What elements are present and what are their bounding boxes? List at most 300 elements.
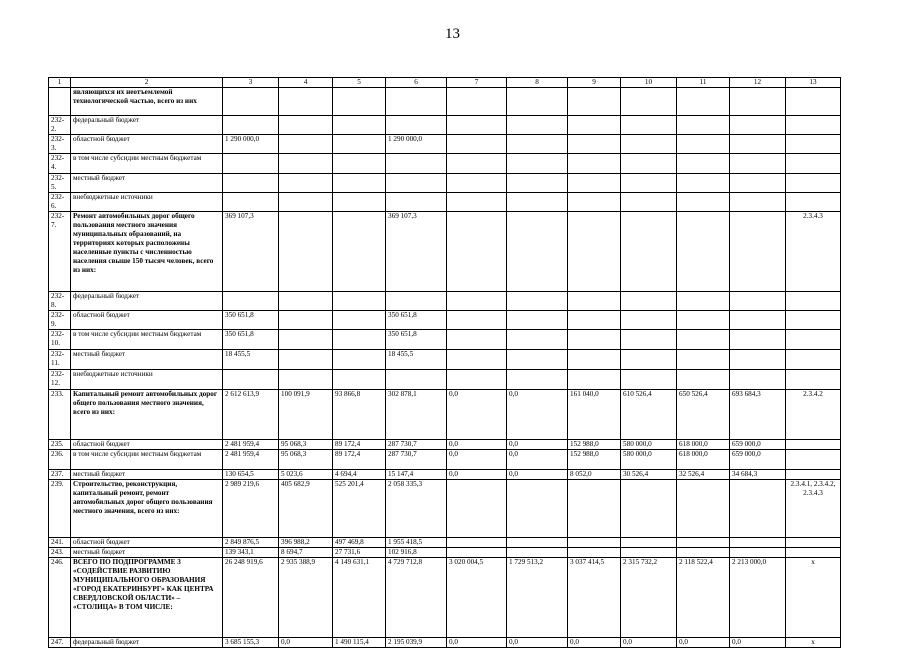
amount-cell: 0,0 [447,450,507,470]
amount-cell [447,311,507,330]
column-header: 1 [49,78,71,88]
row-number: 237. [49,470,71,480]
amount-cell: 26 248 919,6 [223,558,279,638]
target-code [786,330,841,350]
row-number: 246. [49,558,71,638]
amount-cell [386,88,447,116]
row-number: 236. [49,450,71,470]
amount-cell [568,135,621,154]
amount-cell: 95 068,3 [279,440,333,450]
amount-cell: 1 290 000,0 [386,135,447,154]
amount-cell: 100 091,9 [279,390,333,440]
row-label: местный бюджет [71,470,223,480]
table-row [49,638,841,648]
row-number: 232-8. [49,292,71,311]
row-number: 239. [49,480,71,538]
amount-cell: 4 149 631,1 [333,558,386,638]
table-row [49,480,841,538]
amount-cell: 350 651,8 [386,311,447,330]
amount-cell: 693 684,3 [730,390,786,440]
target-code [786,450,841,470]
row-label: федеральный бюджет [71,638,223,648]
amount-cell [621,174,677,193]
table-row [49,390,841,440]
amount-cell [223,193,279,212]
target-code: х [786,558,841,638]
amount-cell [507,154,568,174]
table-row [49,154,841,174]
amount-cell: 0,0 [507,440,568,450]
amount-cell [677,88,730,116]
amount-cell [677,193,730,212]
amount-cell [568,174,621,193]
amount-cell [507,193,568,212]
amount-cell [621,212,677,292]
table-row [49,370,841,390]
target-code [786,292,841,311]
amount-cell [333,88,386,116]
amount-cell [279,330,333,350]
column-header: 3 [223,78,279,88]
row-number: 232-5. [49,174,71,193]
amount-cell [447,116,507,135]
row-number: 247. [49,638,71,648]
amount-cell: 2 118 522,4 [677,558,730,638]
amount-cell: 1 955 418,5 [386,538,447,548]
row-label: областной бюджет [71,440,223,450]
amount-cell [568,311,621,330]
row-number [49,88,71,116]
row-number: 241. [49,538,71,548]
row-label: областной бюджет [71,538,223,548]
amount-cell [507,116,568,135]
amount-cell: 4 729 712,8 [386,558,447,638]
amount-cell [447,350,507,370]
amount-cell [568,154,621,174]
row-number: 232-12. [49,370,71,390]
row-number: 232-3. [49,135,71,154]
amount-cell [447,212,507,292]
amount-cell: 8 694,7 [279,548,333,558]
amount-cell: 0,0 [447,470,507,480]
amount-cell: 618 000,0 [677,450,730,470]
column-header: 13 [786,78,841,88]
amount-cell [621,538,677,548]
row-label: Ремонт автомобильных дорог общего пользования местного значения муниципальных образований, на территориях которых расположены населенные пункты с численностью населения свыше 150 тысяч человек, всего из них: [71,212,223,292]
amount-cell [621,88,677,116]
amount-cell: 650 526,4 [677,390,730,440]
amount-cell [677,116,730,135]
amount-cell: 0,0 [507,390,568,440]
row-number: 233. [49,390,71,440]
amount-cell [730,174,786,193]
amount-cell [333,135,386,154]
amount-cell: 4 694,4 [333,470,386,480]
amount-cell [223,116,279,135]
budget-table [48,77,841,648]
amount-cell [279,193,333,212]
amount-cell: 2 213 000,0 [730,558,786,638]
amount-cell: 0,0 [447,390,507,440]
target-code [786,538,841,548]
column-header: 8 [507,78,568,88]
target-code [786,135,841,154]
amount-cell [568,370,621,390]
row-label: внебюджетные источники [71,370,223,390]
amount-cell: 2 058 335,3 [386,480,447,538]
amount-cell [507,548,568,558]
amount-cell: 396 988,2 [279,538,333,548]
amount-cell [677,292,730,311]
amount-cell [568,193,621,212]
amount-cell: 89 172,4 [333,440,386,450]
amount-cell [507,480,568,538]
table-row [49,470,841,480]
amount-cell [507,292,568,311]
amount-cell: 5 023,6 [279,470,333,480]
table-row [49,292,841,311]
amount-cell: 302 878,1 [386,390,447,440]
row-number: 235. [49,440,71,450]
amount-cell [621,548,677,558]
row-label: местный бюджет [71,174,223,193]
amount-cell [279,154,333,174]
table-row [49,558,841,638]
amount-cell [730,135,786,154]
amount-cell: 350 651,8 [386,330,447,350]
row-number: 232-6. [49,193,71,212]
amount-cell: 0,0 [447,440,507,450]
column-header: 7 [447,78,507,88]
amount-cell [386,193,447,212]
amount-cell [677,311,730,330]
amount-cell [568,480,621,538]
row-label: ВСЕГО ПО ПОДПРОГРАММЕ 3 «СОДЕЙСТВИЕ РАЗВИТИЮ МУНИЦИПАЛЬНОГО ОБРАЗОВАНИЯ «ГОРОД ЕКАТЕРИНБУРГ» КАК ЦЕНТРА СВЕРДЛОВСКОЙ ОБЛАСТИ» – «СТОЛИЦА» В ТОМ ЧИСЛЕ: [71,558,223,638]
amount-cell [621,116,677,135]
amount-cell: 659 000,0 [730,440,786,450]
amount-cell: 1 490 115,4 [333,638,386,648]
amount-cell [333,292,386,311]
amount-cell [568,350,621,370]
amount-cell [507,538,568,548]
amount-cell [621,135,677,154]
amount-cell [568,212,621,292]
amount-cell: 130 654,5 [223,470,279,480]
amount-cell: 0,0 [507,450,568,470]
row-label: в том числе субсидии местным бюджетам [71,330,223,350]
amount-cell [386,154,447,174]
amount-cell [677,154,730,174]
amount-cell [447,193,507,212]
amount-cell [447,292,507,311]
amount-cell [507,88,568,116]
amount-cell: 580 000,0 [621,440,677,450]
amount-cell [730,311,786,330]
target-code: 2.3.4.2 [786,390,841,440]
amount-cell: 8 052,0 [568,470,621,480]
amount-cell: 95 068,3 [279,450,333,470]
amount-cell [223,292,279,311]
amount-cell: 93 866,8 [333,390,386,440]
row-label: в том числе субсидии местным бюджетам [71,450,223,470]
amount-cell [386,292,447,311]
row-number: 232-10. [49,330,71,350]
target-code: х [786,638,841,648]
amount-cell [447,135,507,154]
amount-cell [279,311,333,330]
amount-cell [279,370,333,390]
target-code [786,174,841,193]
amount-cell [333,174,386,193]
amount-cell: 618 000,0 [677,440,730,450]
amount-cell [279,135,333,154]
amount-cell [507,212,568,292]
amount-cell: 2 315 732,2 [621,558,677,638]
table-row [49,174,841,193]
target-code: 2.3.4.1, 2.3.4.2, 2.3.4.3 [786,480,841,538]
amount-cell: 2 481 959,4 [223,440,279,450]
amount-cell: 139 343,1 [223,548,279,558]
target-code [786,548,841,558]
amount-cell: 350 651,8 [223,311,279,330]
amount-cell [447,174,507,193]
amount-cell [333,212,386,292]
amount-cell: 405 682,9 [279,480,333,538]
amount-cell [621,480,677,538]
target-code [786,370,841,390]
amount-cell: 15 147,4 [386,470,447,480]
amount-cell [507,350,568,370]
amount-cell [730,350,786,370]
row-label: федеральный бюджет [71,116,223,135]
amount-cell [677,538,730,548]
amount-cell [223,370,279,390]
table-row [49,548,841,558]
amount-cell [447,154,507,174]
row-label: в том числе субсидии местным бюджетам [71,154,223,174]
amount-cell [677,174,730,193]
column-header: 10 [621,78,677,88]
amount-cell: 610 526,4 [621,390,677,440]
amount-cell [621,350,677,370]
amount-cell [730,88,786,116]
amount-cell [621,330,677,350]
amount-cell [333,116,386,135]
amount-cell: 0,0 [507,470,568,480]
column-header: 9 [568,78,621,88]
table-row [49,311,841,330]
amount-cell [621,292,677,311]
amount-cell [730,538,786,548]
amount-cell: 152 988,0 [568,450,621,470]
amount-cell [568,116,621,135]
amount-cell [568,548,621,558]
amount-cell [447,88,507,116]
amount-cell: 0,0 [447,638,507,648]
target-code [786,311,841,330]
amount-cell: 0,0 [279,638,333,648]
row-number: 232-4. [49,154,71,174]
amount-cell [677,135,730,154]
target-code: 2.3.4.3 [786,212,841,292]
amount-cell [507,174,568,193]
amount-cell [677,548,730,558]
amount-cell [677,330,730,350]
amount-cell [730,330,786,350]
amount-cell [279,292,333,311]
table-header-row [49,78,841,88]
amount-cell [730,370,786,390]
table-row [49,116,841,135]
target-code [786,154,841,174]
amount-cell: 369 107,3 [223,212,279,292]
amount-cell [507,370,568,390]
row-label: внебюджетные источники [71,193,223,212]
amount-cell: 0,0 [677,638,730,648]
amount-cell [621,311,677,330]
amount-cell [333,330,386,350]
amount-cell [730,212,786,292]
row-number: 243. [49,548,71,558]
target-code [786,440,841,450]
amount-cell [677,480,730,538]
amount-cell: 30 526,4 [621,470,677,480]
amount-cell: 2 195 039,9 [386,638,447,648]
amount-cell: 0,0 [730,638,786,648]
target-code [786,350,841,370]
target-code [786,193,841,212]
page-number: 13 [445,26,460,42]
amount-cell [730,154,786,174]
amount-cell [447,538,507,548]
amount-cell: 580 000,0 [621,450,677,470]
amount-cell [730,548,786,558]
amount-cell: 2 935 388,9 [279,558,333,638]
amount-cell [333,311,386,330]
table-row [49,212,841,292]
row-label: Строительство, реконструкция, капитальный ремонт, ремонт автомобильных дорог общего пользования местного значения, всего из них: [71,480,223,538]
amount-cell [677,212,730,292]
table-row [49,193,841,212]
table-row [49,135,841,154]
table-row [49,538,841,548]
amount-cell [333,154,386,174]
amount-cell: 161 040,0 [568,390,621,440]
amount-cell [621,370,677,390]
amount-cell [730,193,786,212]
amount-cell [279,212,333,292]
row-number: 232-9. [49,311,71,330]
amount-cell: 32 526,4 [677,470,730,480]
amount-cell: 287 730,7 [386,450,447,470]
amount-cell: 1 290 000,0 [223,135,279,154]
amount-cell [279,88,333,116]
amount-cell [333,350,386,370]
table-row [49,88,841,116]
amount-cell [677,370,730,390]
row-label: областной бюджет [71,311,223,330]
amount-cell: 525 201,4 [333,480,386,538]
amount-cell: 18 455,5 [386,350,447,370]
amount-cell [279,350,333,370]
amount-cell: 497 469,8 [333,538,386,548]
column-header: 11 [677,78,730,88]
amount-cell: 89 172,4 [333,450,386,470]
amount-cell: 659 000,0 [730,450,786,470]
column-header: 2 [71,78,223,88]
table-row [49,350,841,370]
row-label: областной бюджет [71,135,223,154]
table-row [49,450,841,470]
amount-cell: 0,0 [621,638,677,648]
amount-cell: 0,0 [568,638,621,648]
amount-cell: 0,0 [507,638,568,648]
amount-cell: 287 730,7 [386,440,447,450]
amount-cell: 2 849 876,5 [223,538,279,548]
target-code [786,470,841,480]
amount-cell [568,292,621,311]
target-code [786,116,841,135]
amount-cell [730,116,786,135]
amount-cell [223,88,279,116]
amount-cell: 18 455,5 [223,350,279,370]
amount-cell: 2 481 959,4 [223,450,279,470]
column-header: 4 [279,78,333,88]
amount-cell [386,370,447,390]
row-number: 232-7. [49,212,71,292]
amount-cell: 2 612 613,9 [223,390,279,440]
row-label: местный бюджет [71,548,223,558]
amount-cell: 369 107,3 [386,212,447,292]
table-row [49,330,841,350]
amount-cell [386,174,447,193]
target-code [786,88,841,116]
amount-cell: 2 989 219,6 [223,480,279,538]
amount-cell [447,480,507,538]
table-row [49,440,841,450]
amount-cell [507,135,568,154]
table-body [49,78,841,648]
amount-cell [386,116,447,135]
row-label: федеральный бюджет [71,292,223,311]
amount-cell [730,480,786,538]
column-header: 5 [333,78,386,88]
amount-cell [279,174,333,193]
amount-cell: 1 729 513,2 [507,558,568,638]
amount-cell: 350 651,8 [223,330,279,350]
amount-cell [568,330,621,350]
row-label: являющихся их неотъемлемой технологической частью, всего из них [71,88,223,116]
amount-cell [507,330,568,350]
amount-cell: 102 916,8 [386,548,447,558]
amount-cell [223,154,279,174]
amount-cell [447,330,507,350]
amount-cell [568,538,621,548]
amount-cell [621,193,677,212]
row-label: Капитальный ремонт автомобильных дорог общего пользования местного значения, всего из них: [71,390,223,440]
amount-cell [279,116,333,135]
amount-cell: 3 020 004,5 [447,558,507,638]
amount-cell: 152 988,0 [568,440,621,450]
amount-cell [447,370,507,390]
amount-cell [730,292,786,311]
amount-cell [677,350,730,370]
amount-cell [333,193,386,212]
row-label: местный бюджет [71,350,223,370]
amount-cell [223,174,279,193]
amount-cell [447,548,507,558]
amount-cell: 3 685 155,3 [223,638,279,648]
